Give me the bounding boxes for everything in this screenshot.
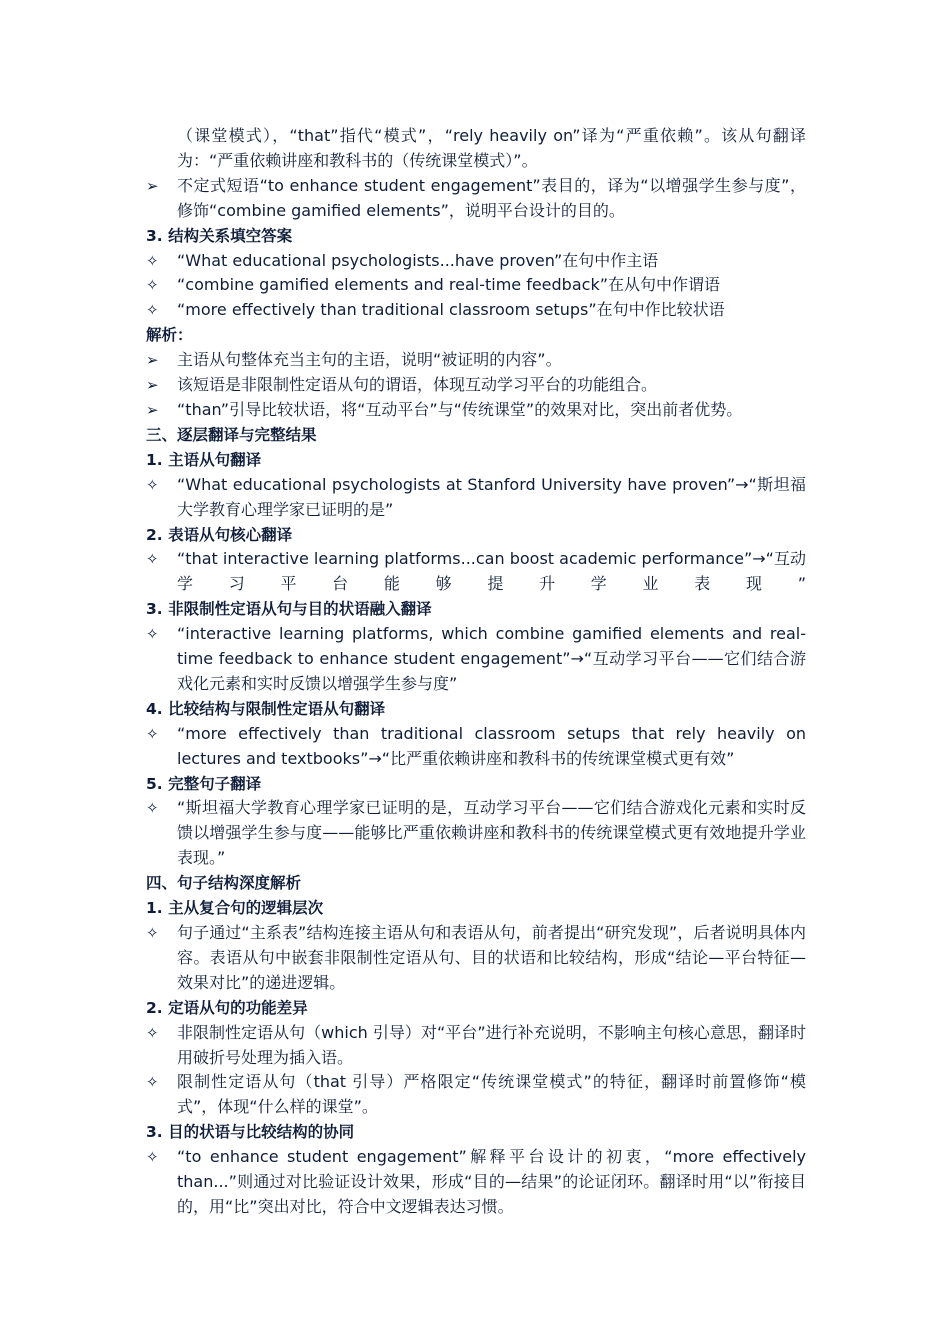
diamond-bullet-icon: ✧ [146,276,159,295]
list-item [146,398,806,423]
arrow-bullet-icon: ➢ [146,376,159,395]
section-heading: 1. 主从复合句的逻辑层次 [146,899,324,918]
list-item-text: 限制性定语从句（that 引导）严格限定“传统课堂模式”的特征，翻译时前置修饰“模式”，体现“什么样的课堂”。 [177,1072,806,1117]
section-heading: 3. 非限制性定语从句与目的状语融入翻译 [146,600,432,619]
section-heading: 1. 主语从句翻译 [146,450,262,469]
section-heading: 5. 完整句子翻译 [146,774,262,793]
list-item [146,622,806,697]
list-item [146,249,806,274]
list-item [146,1145,806,1220]
diamond-bullet-icon: ✧ [146,475,159,494]
diamond-bullet-icon: ✧ [146,550,159,569]
section-heading: 4. 比较结构与限制性定语从句翻译 [146,699,386,718]
list-item-text: 非限制性定语从句（which 引导）对“平台”进行补充说明，不影响主句核心意思，翻译时用破折号处理为插入语。 [177,1022,806,1067]
section-heading: 四、句子结构深度解析 [146,874,302,893]
list-item-text: “What educational psychologists at Stanford University have proven”→“斯坦福大学教育心理学家已证明的是” [177,474,806,519]
list-item [146,1021,806,1071]
section-heading: 解析： [146,326,193,345]
arrow-bullet-icon: ➢ [146,176,159,195]
diamond-bullet-icon: ✧ [146,251,159,270]
list-item [146,373,806,398]
list-item [146,796,806,871]
list-item [146,273,806,298]
section-heading: 2. 定语从句的功能差异 [146,998,308,1017]
list-item-text: “more effectively than traditional classroom setups”在句中作比较状语 [177,300,725,320]
document-page [146,124,806,1220]
list-item [146,1070,806,1120]
list-item [146,298,806,323]
section-heading: 三、逐层翻译与完整结果 [146,425,317,444]
arrow-bullet-icon: ➢ [146,400,159,419]
diamond-bullet-icon: ✧ [146,625,159,644]
list-item [146,174,806,224]
list-item [146,722,806,772]
section-heading: 3. 结构关系填空答案 [146,226,293,245]
list-item [146,921,806,996]
diamond-bullet-icon: ✧ [146,924,159,942]
list-item-text: 不定式短语“to enhance student engagement”表目的，译为“以增强学生参与度”，修饰“combine gamified elements”，说明平台设计的目的。 [177,175,806,220]
arrow-bullet-icon: ➢ [146,351,159,370]
list-item-text: 该短语是非限制性定语从句的谓语，体现互动学习平台的功能组合。 [177,375,658,395]
list-item-text: “more effectively than traditional classroom setups that rely heavily on lectures and textbooks”→“比严重依赖讲座和教科书的传统课堂模式更有效” [177,723,806,768]
diamond-bullet-icon: ✧ [146,1148,159,1167]
list-item [146,473,806,523]
list-item [146,348,806,373]
paragraph-continuation: （课堂模式），“that”指代“模式”，“rely heavily on”译为“严重依赖”。该从句翻译为：“严重依赖讲座和教科书的（传统课堂模式）”。 [177,126,806,170]
diamond-bullet-icon: ✧ [146,301,159,320]
list-item-text: “than”引导比较状语，将“互动平台”与“传统课堂”的效果对比，突出前者优势。 [177,399,743,419]
diamond-bullet-icon: ✧ [146,799,159,818]
list-item-text: “that interactive learning platforms...can boost academic performance”→“互动学习平台能够提升学业表现” [177,549,806,594]
list-item-text: “What educational psychologists...have proven”在句中作主语 [177,250,659,270]
list-item-text: “combine gamified elements and real-time feedback”在从句中作谓语 [177,275,720,295]
list-item-text: 主语从句整体充当主句的主语，说明“被证明的内容”。 [177,350,562,370]
diamond-bullet-icon: ✧ [146,1023,159,1042]
list-item [146,547,806,597]
list-item-text: 句子通过“主系表”结构连接主语从句和表语从句，前者提出“研究发现”，后者说明具体内容。表语从句中嵌套非限制性定语从句、目的状语和比较结构，形成“结论—平台特征—效果对比”的递进逻辑。 [177,923,806,992]
diamond-bullet-icon: ✧ [146,724,159,743]
section-heading: 2. 表语从句核心翻译 [146,525,293,544]
list-item-text: “interactive learning platforms, which combine gamified elements and real-time feedback to enhance student engagement”→“互动学习平台——它们结合游戏化元素和实时反馈以增强学生参与度” [177,624,806,693]
diamond-bullet-icon: ✧ [146,1073,159,1092]
list-item-text: “斯坦福大学教育心理学家已证明的是，互动学习平台——它们结合游戏化元素和实时反馈以增强学生参与度——能够比严重依赖讲座和教科书的传统课堂模式更有效地提升学业表现。” [177,798,806,868]
list-item-text: “to enhance student engagement”解释平台设计的初衷，“more effectively than...”则通过对比验证设计效果，形成“目的—结果”的论证闭环。翻译时用“以”衔接目的，用“比”突出对比，符合中文逻辑表达习惯。 [177,1147,806,1216]
section-heading: 3. 目的状语与比较结构的协同 [146,1123,355,1142]
